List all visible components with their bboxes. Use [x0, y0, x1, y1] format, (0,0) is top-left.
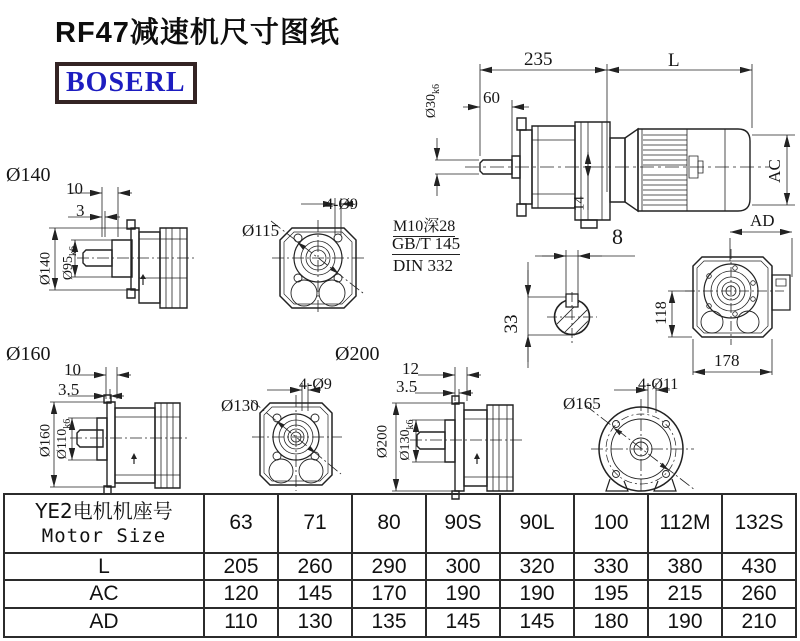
dim-140-d140: Ø140	[37, 251, 54, 286]
table-row	[4, 580, 796, 607]
table-cell: 170	[352, 580, 426, 607]
table-cell: 215	[648, 580, 722, 607]
table-cell: 190	[500, 580, 574, 607]
dim-140-10: 10	[66, 179, 83, 198]
table-row	[4, 608, 796, 637]
table-cell: 210	[722, 608, 796, 637]
col-header: 90S	[426, 494, 500, 553]
view-label-200: Ø200	[335, 343, 380, 365]
table-cell: 190	[648, 608, 722, 637]
table-cell: 205	[204, 553, 278, 580]
dim-160-d110: $Ø110_{k6}$	[55, 418, 73, 460]
dim-200-35: 3.5	[396, 377, 418, 396]
dim-160-d160: Ø160	[37, 423, 54, 458]
dim-assembly-14: 14	[571, 196, 588, 211]
dim-200-d200: Ø200	[374, 424, 391, 459]
row-label: AD	[4, 608, 204, 637]
table-header-motor-size	[4, 494, 204, 553]
table-cell: 190	[426, 580, 500, 607]
brand-logo: BOSERL	[55, 62, 197, 104]
table-cell: 260	[278, 553, 352, 580]
dim-130-holes: 4-Ø9	[299, 376, 332, 393]
table-cell: 180	[574, 608, 648, 637]
dim-140-3: 3	[76, 201, 85, 220]
dim-130-bc: Ø130	[221, 396, 259, 415]
col-header: 100	[574, 494, 648, 553]
dim-assembly-60: 60	[483, 88, 500, 107]
dim-assembly-235: 235	[524, 49, 553, 70]
table-cell: 110	[204, 608, 278, 637]
view-label-140: Ø140	[6, 164, 51, 186]
table-cell: 330	[574, 553, 648, 580]
dim-200-12: 12	[402, 359, 419, 378]
header-en: Motor Size	[41, 525, 167, 548]
table-cell: 290	[352, 553, 426, 580]
dim-assembly-AC: AC	[765, 159, 784, 183]
dim-keyway-33: 33	[501, 314, 522, 334]
table-cell: 300	[426, 553, 500, 580]
table-cell: 430	[722, 553, 796, 580]
row-label: L	[4, 553, 204, 580]
motor-size-table	[3, 493, 797, 638]
table-cell: 145	[426, 608, 500, 637]
col-header: 90L	[500, 494, 574, 553]
table-cell: 135	[352, 608, 426, 637]
dim-assembly-d30: $Ø30_{k6}$	[424, 83, 442, 119]
standard-din: DIN 332	[393, 256, 453, 275]
thread-note: M10深28	[393, 213, 455, 237]
col-header: 71	[278, 494, 352, 553]
table-cell: 320	[500, 553, 574, 580]
dim-rear-118: 118	[653, 301, 670, 325]
col-header: 132S	[722, 494, 796, 553]
dim-160-35: 3.5	[58, 380, 80, 399]
table-cell: 380	[648, 553, 722, 580]
table-header-row	[4, 494, 796, 553]
dim-keyway-8: 8	[612, 224, 623, 249]
dim-rear-178: 178	[714, 351, 740, 370]
dim-165-holes: 4-Ø11	[638, 376, 679, 393]
col-header: 80	[352, 494, 426, 553]
dim-200-d130: $Ø130_{k6}$	[398, 419, 416, 461]
table-cell: 130	[278, 608, 352, 637]
table-cell: 145	[500, 608, 574, 637]
dim-140-d95: $Ø95_{k6}$	[61, 245, 79, 281]
col-header: 63	[204, 494, 278, 553]
view-label-160: Ø160	[6, 343, 51, 365]
table-cell: 195	[574, 580, 648, 607]
table-row	[4, 553, 796, 580]
dim-115-bc: Ø115	[242, 221, 280, 240]
table-cell: 145	[278, 580, 352, 607]
table-cell: 260	[722, 580, 796, 607]
dim-assembly-L: L	[668, 50, 680, 71]
dim-165-bc: Ø165	[563, 394, 601, 413]
col-header: 112M	[648, 494, 722, 553]
table-cell: 120	[204, 580, 278, 607]
page-title: RF47减速机尺寸图纸	[55, 17, 340, 49]
dim-assembly-AD: AD	[750, 211, 775, 230]
dim-115-holes: 4-Ø9	[325, 196, 358, 213]
row-label: AC	[4, 580, 204, 607]
standard-gb: GB/T 145	[392, 234, 461, 253]
dim-160-10: 10	[64, 360, 81, 379]
header-cn: YE2电机机座号	[35, 499, 173, 524]
